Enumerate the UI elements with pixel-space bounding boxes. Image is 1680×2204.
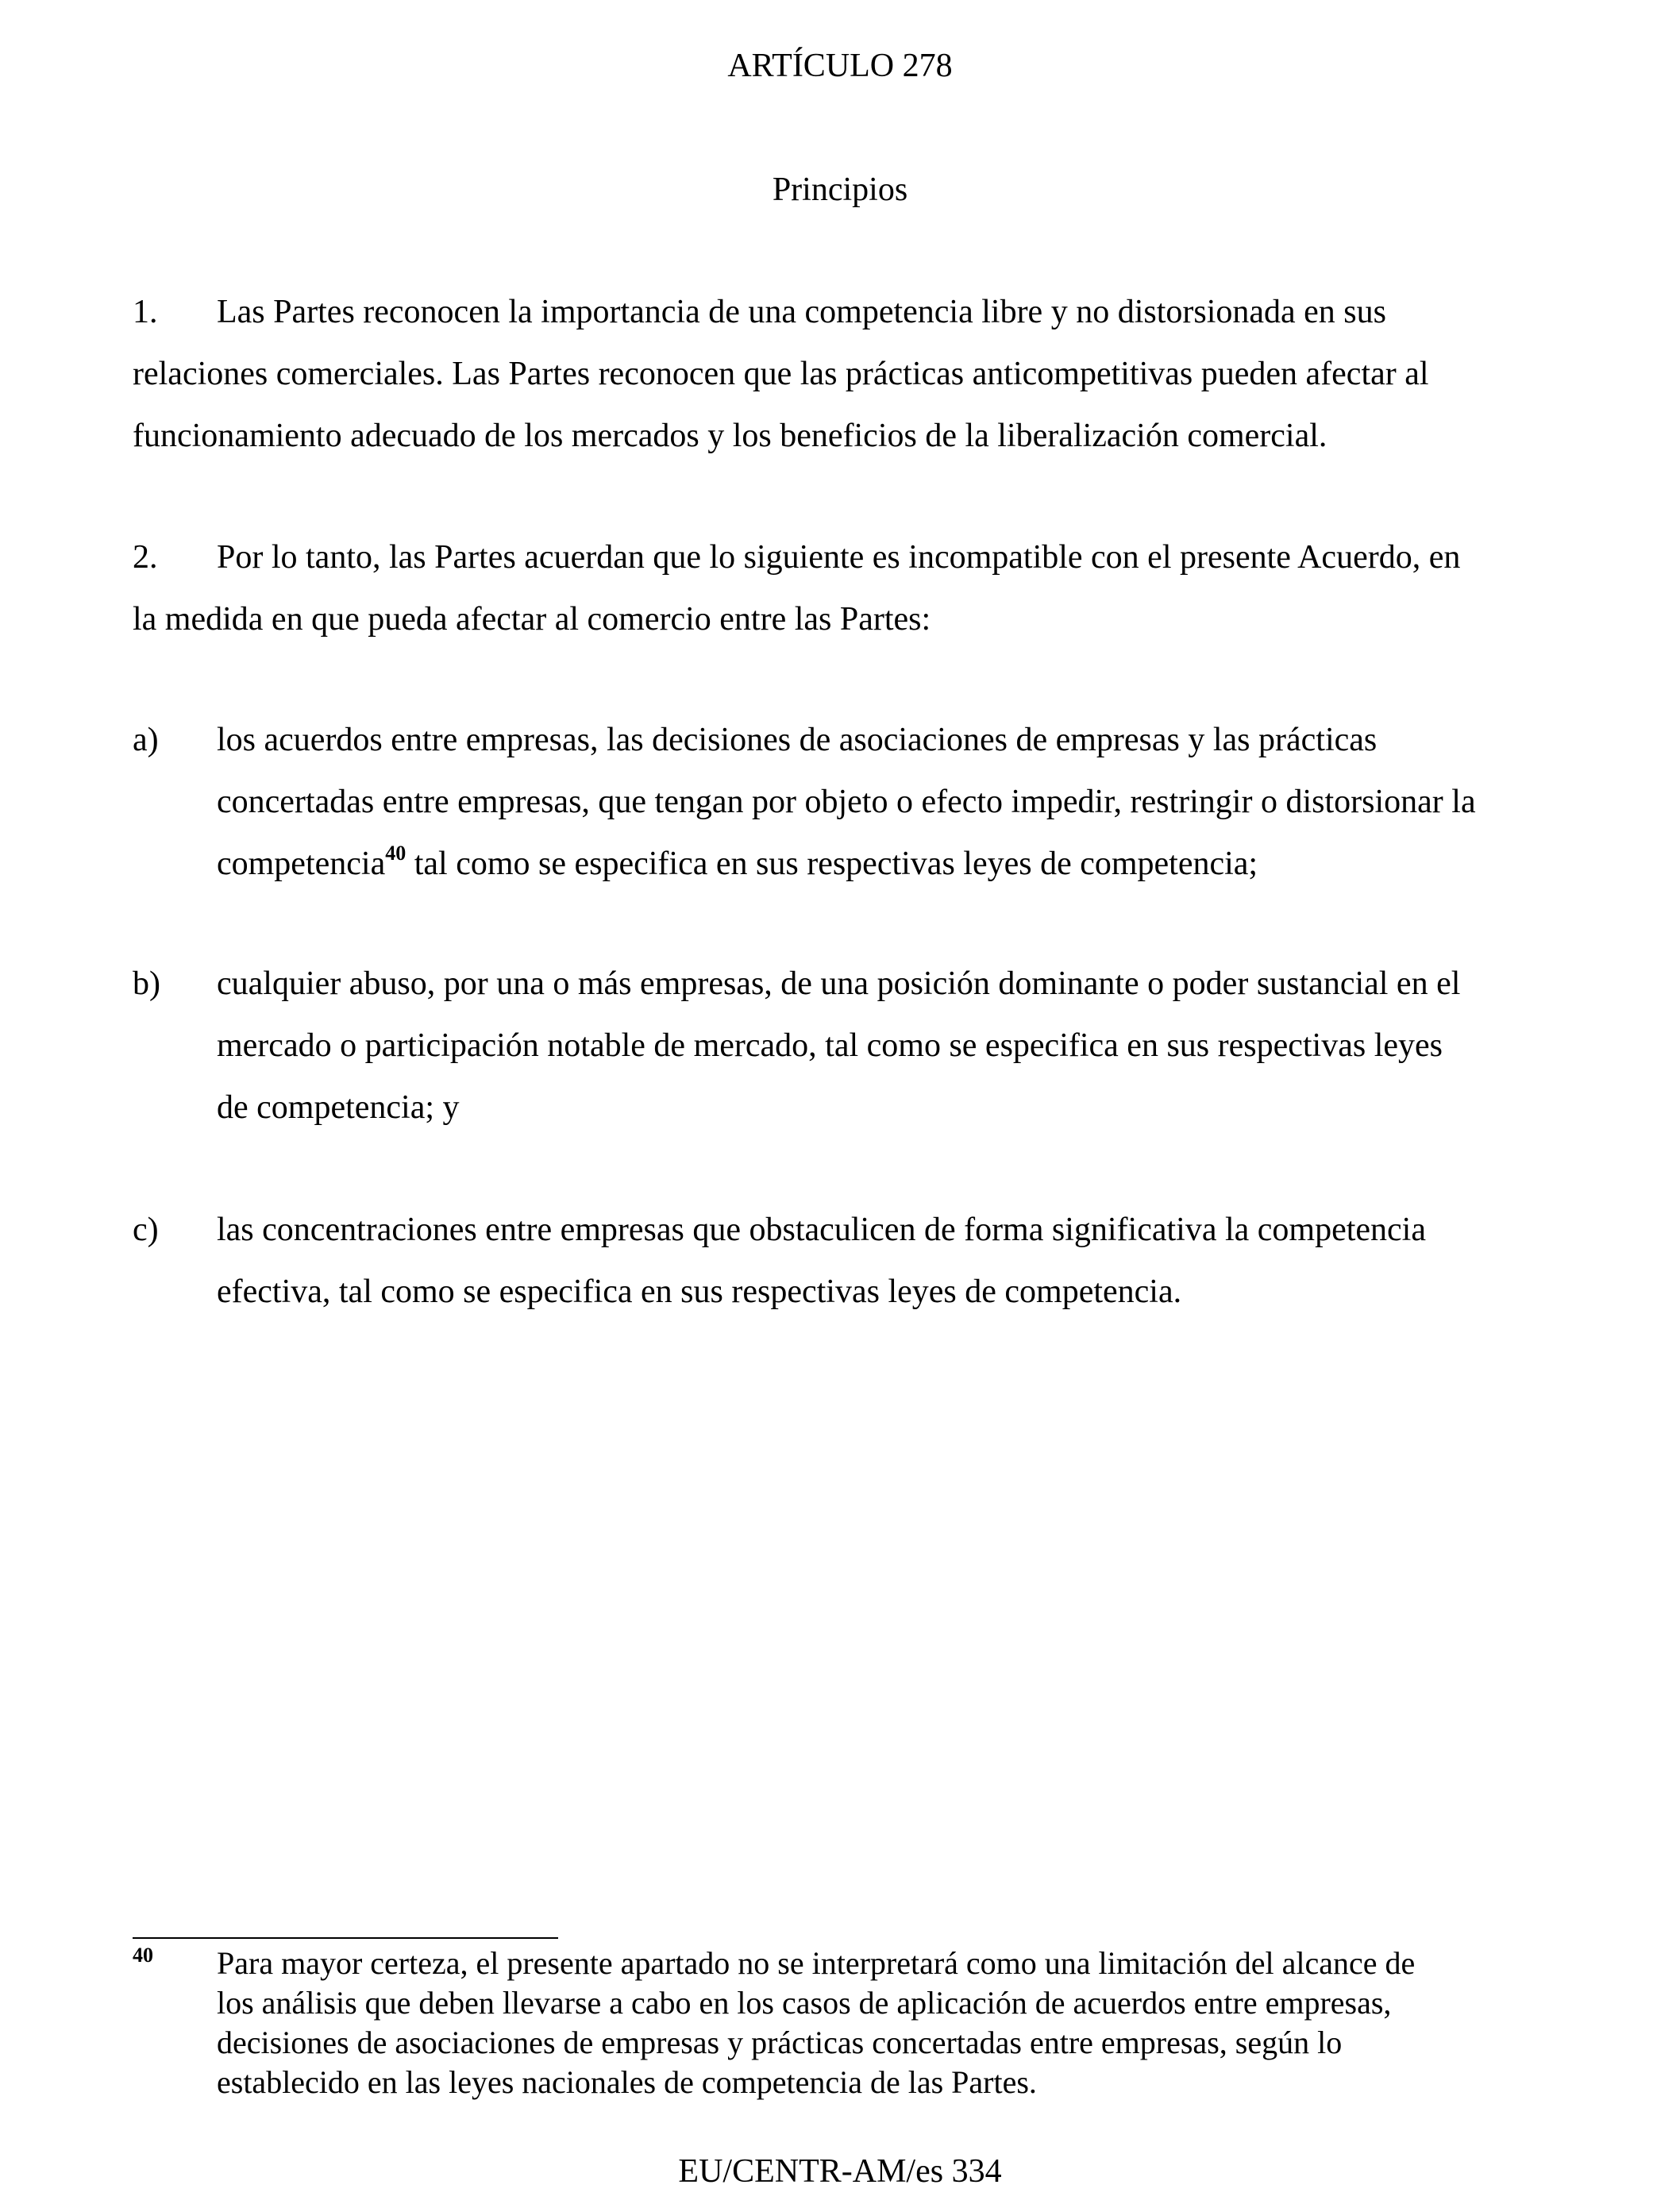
list-item-line: de competencia; y — [217, 1089, 460, 1126]
list-item-text: competencia — [217, 846, 386, 882]
list-item-line: efectiva, tal como se especifica en sus respectivas leyes de competencia. — [217, 1273, 1182, 1310]
paragraph-number: 1. — [133, 294, 158, 330]
article-subtitle: Principios — [772, 171, 908, 208]
paragraph-line: relaciones comerciales. Las Partes reconocen que las prácticas anticompetitivas pueden afectar al — [133, 356, 1429, 392]
paragraph-line — [133, 281, 1586, 343]
list-item-label: a) — [133, 722, 159, 758]
paragraph-1 — [133, 281, 1586, 467]
list-item-body — [217, 709, 1476, 895]
paragraph-text: Las Partes reconocen la importancia de una competencia libre y no distorsionada en sus — [217, 294, 1386, 330]
list-item-label: c) — [133, 1212, 159, 1248]
article-title: ARTÍCULO 278 — [727, 48, 953, 84]
list-item-label: b) — [133, 965, 160, 1002]
footnote-body — [217, 1944, 1415, 2102]
list-item-line: concertadas entre empresas, que tengan por objeto o efecto impedir, restringir o distorsionar la — [217, 784, 1476, 820]
list-item-line — [217, 833, 1476, 895]
list-item-line: cualquier abuso, por una o más empresas, de una posición dominante o poder sustancial en el — [217, 965, 1461, 1002]
footnote-number: 40 — [133, 1944, 153, 1967]
list-item-line: los acuerdos entre empresas, las decisiones de asociaciones de empresas y las prácticas — [217, 722, 1378, 758]
list-item-body — [217, 1199, 1426, 1323]
paragraph-2 — [133, 526, 1586, 650]
list-item-line: las concentraciones entre empresas que obstaculicen de forma significativa la competencia — [217, 1212, 1426, 1248]
footnote-line: Para mayor certeza, el presente apartado no se interpretará como una limitación del alcance de — [217, 1945, 1416, 1981]
page-footer-reference: EU/CENTR-AM/es 334 — [678, 2153, 1002, 2190]
paragraph-number: 2. — [133, 539, 158, 576]
footnote-reference[interactable]: 40 — [385, 842, 407, 865]
footnote-separator — [133, 1937, 558, 1939]
footnote-line: decisiones de asociaciones de empresas y prácticas concertadas entre empresas, según lo — [217, 2025, 1343, 2060]
paragraph-line: funcionamiento adecuado de los mercados y los beneficios de la liberalización comercial. — [133, 418, 1327, 454]
footnote-line: los análisis que deben llevarse a cabo en los casos de aplicación de acuerdos entre empresas, — [217, 1985, 1392, 2021]
paragraph-text: Por lo tanto, las Partes acuerdan que lo siguiente es incompatible con el presente Acuerdo, en — [217, 539, 1461, 576]
list-item-line: mercado o participación notable de mercado, tal como se especifica en sus respectivas leyes — [217, 1027, 1443, 1064]
footnote-line: establecido en las leyes nacionales de competencia de las Partes. — [217, 2064, 1037, 2100]
paragraph-line — [133, 526, 1586, 588]
list-item-text: tal como se especifica en sus respectivas leyes de competencia; — [406, 846, 1258, 882]
list-item-body — [217, 953, 1460, 1139]
paragraph-line: la medida en que pueda afectar al comercio entre las Partes: — [133, 601, 931, 638]
